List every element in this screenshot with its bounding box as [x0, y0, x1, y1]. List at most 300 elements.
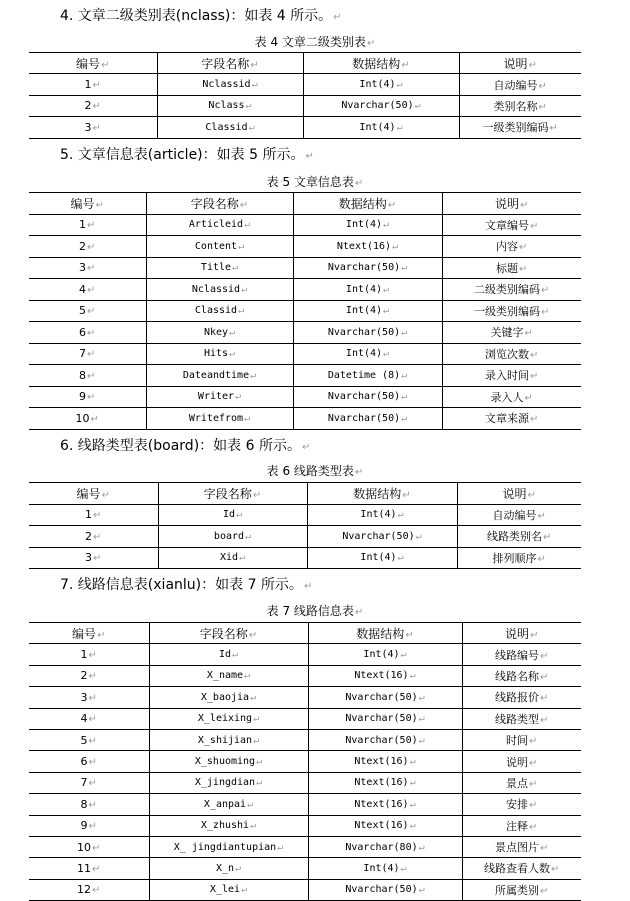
table-cell	[307, 504, 457, 526]
cell-text: Id	[222, 509, 235, 521]
cell-text: 9	[80, 819, 88, 833]
table-cell	[29, 257, 146, 279]
section-heading-6	[60, 437, 310, 457]
cell-text: 4	[80, 712, 88, 726]
cell-text: X_n	[215, 862, 235, 874]
table-cell	[462, 665, 581, 686]
cell-text: X_leixing	[197, 713, 253, 725]
cell-text: Nclassid	[191, 283, 241, 295]
cell-text: X_lei	[209, 884, 241, 896]
table-caption-text: 表 6 线路类型表	[266, 464, 354, 478]
cell-text: Classid	[205, 121, 248, 133]
paragraph-mark-icon: ↵	[333, 12, 342, 23]
table-row	[29, 772, 581, 793]
table-caption-4	[0, 34, 630, 52]
cell-text: 1	[80, 648, 88, 662]
paragraph-mark-icon: ↵	[400, 649, 407, 661]
paragraph-mark-icon: ↵	[87, 241, 96, 253]
table-cell	[442, 322, 581, 344]
cell-text: Int(4)	[359, 79, 396, 91]
cell-text: 安排	[506, 798, 529, 812]
cell-text: X_baojia	[200, 691, 250, 703]
table-cell	[308, 858, 462, 879]
table-cell	[293, 236, 442, 258]
paragraph-mark-icon: ↵	[401, 59, 410, 71]
table-row	[29, 751, 581, 772]
table-cell	[308, 815, 462, 836]
paragraph-mark-icon: ↵	[354, 467, 364, 478]
paragraph-mark-icon: ↵	[528, 59, 537, 71]
paragraph-mark-icon: ↵	[88, 799, 97, 811]
cell-text: Nvarchar(50)	[345, 734, 418, 746]
table-cell	[146, 257, 293, 279]
paragraph-mark-icon: ↵	[530, 220, 539, 232]
paragraph-mark-icon: ↵	[250, 691, 257, 703]
cell-text: X_jingdian	[194, 777, 256, 789]
cell-text: Nkey	[203, 326, 229, 338]
cell-text: 所属类别	[495, 883, 540, 897]
paragraph-mark-icon: ↵	[244, 412, 251, 424]
table-header-cell	[29, 483, 158, 505]
table-cell	[29, 858, 149, 879]
paragraph-mark-icon: ↵	[87, 349, 96, 361]
section-heading-text: 4. 文章二级类别表(nclass)：如表 4 所示。	[60, 8, 333, 24]
table-cell	[442, 300, 581, 322]
table-cell	[29, 504, 158, 526]
paragraph-mark-icon: ↵	[301, 442, 311, 453]
paragraph-mark-icon: ↵	[248, 629, 258, 641]
table-article	[29, 192, 581, 430]
paragraph-mark-icon: ↵	[248, 121, 255, 133]
paragraph-mark-icon: ↵	[549, 123, 558, 135]
table-cell	[146, 408, 293, 430]
cell-text: 12	[77, 883, 92, 897]
paragraph-mark-icon: ↵	[530, 629, 539, 641]
table-cell	[308, 879, 462, 900]
table-cell	[146, 300, 293, 322]
paragraph-mark-icon: ↵	[383, 305, 390, 317]
cell-text: 景点	[506, 776, 529, 790]
table-cell	[303, 117, 459, 138]
paragraph-mark-icon: ↵	[519, 242, 528, 254]
table-cell	[308, 687, 462, 708]
cell-text: 景点图片	[495, 841, 540, 855]
table-cell	[146, 386, 293, 408]
table-cell	[146, 279, 293, 301]
paragraph-mark-icon: ↵	[401, 326, 408, 338]
cell-text: 4	[79, 282, 87, 296]
paragraph-mark-icon: ↵	[401, 412, 408, 424]
paragraph-mark-icon: ↵	[519, 263, 528, 275]
cell-text: 内容	[496, 240, 519, 254]
paragraph-mark-icon: ↵	[401, 262, 408, 274]
table-cell	[149, 836, 308, 857]
cell-text: X_name	[206, 670, 244, 682]
cell-text: Nvarchar(50)	[345, 713, 418, 725]
section-heading-text: 5. 文章信息表(article)：如表 5 所示。	[60, 147, 305, 163]
cell-text: 5	[80, 733, 88, 747]
paragraph-mark-icon: ↵	[256, 756, 263, 768]
table-cell	[146, 343, 293, 365]
table-cell	[307, 526, 457, 548]
cell-text: 浏览次数	[485, 347, 530, 361]
cell-text: 说明	[505, 626, 530, 641]
cell-text: Int(4)	[359, 121, 396, 133]
cell-text: 数据结构	[352, 56, 401, 71]
cell-text: X_anpai	[203, 798, 247, 810]
table-header-cell	[459, 53, 581, 74]
paragraph-mark-icon: ↵	[239, 552, 246, 564]
table-xianlu	[29, 622, 581, 901]
paragraph-mark-icon: ↵	[238, 240, 245, 252]
table-cell	[29, 386, 146, 408]
paragraph-mark-icon: ↵	[92, 122, 101, 134]
cell-text: 7	[80, 776, 88, 790]
paragraph-mark-icon: ↵	[529, 800, 538, 812]
paragraph-mark-icon: ↵	[540, 650, 549, 662]
paragraph-mark-icon: ↵	[87, 263, 96, 275]
cell-text: 2	[79, 239, 87, 253]
table-row	[29, 257, 581, 279]
table-row	[29, 729, 581, 750]
table-row	[29, 708, 581, 729]
paragraph-mark-icon: ↵	[87, 392, 96, 404]
table-cell	[29, 836, 149, 857]
table-cell	[29, 408, 146, 430]
table-cell	[149, 729, 308, 750]
paragraph-mark-icon: ↵	[530, 371, 539, 383]
paragraph-mark-icon: ↵	[401, 391, 408, 403]
cell-text: 3	[85, 551, 93, 565]
cell-text: X_shijian	[197, 734, 253, 746]
cell-text: 说明	[502, 486, 527, 501]
table-caption-5	[0, 174, 630, 192]
paragraph-mark-icon: ↵	[87, 327, 96, 339]
table-cell	[149, 687, 308, 708]
cell-text: 关键字	[490, 326, 524, 340]
paragraph-mark-icon: ↵	[92, 863, 101, 875]
paragraph-mark-icon: ↵	[252, 489, 262, 501]
table-cell	[29, 665, 149, 686]
paragraph-mark-icon: ↵	[88, 714, 97, 726]
table-cell	[149, 665, 308, 686]
paragraph-mark-icon: ↵	[397, 552, 404, 564]
cell-text: 录入人	[490, 390, 524, 404]
paragraph-mark-icon: ↵	[88, 778, 97, 790]
cell-text: 字段名称	[201, 56, 250, 71]
table-cell	[29, 794, 149, 815]
paragraph-mark-icon: ↵	[414, 100, 421, 112]
paragraph-mark-icon: ↵	[538, 80, 547, 92]
table-row	[29, 504, 581, 526]
table-cell	[29, 547, 158, 569]
paragraph-mark-icon: ↵	[93, 553, 102, 565]
paragraph-mark-icon: ↵	[87, 220, 96, 232]
cell-text: 2	[85, 529, 93, 543]
table-cell	[146, 322, 293, 344]
table-row	[29, 117, 581, 138]
paragraph-mark-icon: ↵	[253, 713, 260, 725]
cell-text: Nvarchar(50)	[342, 530, 415, 542]
paragraph-mark-icon: ↵	[537, 553, 546, 565]
table-header-cell	[157, 53, 303, 74]
cell-text: 10	[75, 411, 90, 425]
cell-text: 11	[77, 861, 92, 875]
table-row	[29, 300, 581, 322]
section-heading-5	[60, 146, 314, 166]
table-caption-text: 表 7 线路信息表	[266, 604, 354, 618]
cell-text: Int(4)	[345, 305, 383, 317]
section-heading-text: 6. 线路类型表(board)：如表 6 所示。	[60, 438, 301, 454]
table-cell	[29, 117, 157, 138]
cell-text: Nvarchar(50)	[327, 326, 401, 338]
cell-text: board	[213, 530, 245, 542]
paragraph-mark-icon: ↵	[92, 80, 101, 92]
table-cell	[308, 772, 462, 793]
table-caption-7	[0, 603, 630, 621]
paragraph-mark-icon: ↵	[541, 285, 550, 297]
paragraph-mark-icon: ↵	[530, 414, 539, 426]
cell-text: 数据结构	[338, 196, 387, 211]
cell-text: Ntext(16)	[354, 756, 409, 768]
paragraph-mark-icon: ↵	[92, 842, 101, 854]
table-header-cell	[307, 483, 457, 505]
paragraph-mark-icon: ↵	[418, 691, 425, 703]
paragraph-mark-icon: ↵	[418, 884, 425, 896]
table-cell	[308, 708, 462, 729]
cell-text: 标题	[496, 261, 519, 275]
table-header-cell	[29, 53, 157, 74]
table-header-cell	[149, 623, 308, 644]
table-row	[29, 836, 581, 857]
paragraph-mark-icon: ↵	[235, 391, 242, 403]
paragraph-mark-icon: ↵	[520, 199, 529, 211]
table-cell	[462, 858, 581, 879]
paragraph-mark-icon: ↵	[392, 240, 399, 252]
table-cell	[303, 95, 459, 116]
paragraph-mark-icon: ↵	[277, 841, 284, 853]
cell-text: Nvarchar(50)	[327, 262, 401, 274]
table-cell	[462, 729, 581, 750]
paragraph-mark-icon: ↵	[244, 219, 251, 231]
cell-text: 说明	[503, 56, 528, 71]
table-cell	[149, 751, 308, 772]
paragraph-mark-icon: ↵	[354, 178, 364, 189]
paragraph-mark-icon: ↵	[247, 798, 254, 810]
section-heading-7	[60, 576, 312, 596]
paragraph-mark-icon: ↵	[540, 693, 549, 705]
table-cell	[462, 687, 581, 708]
table-cell	[158, 547, 307, 569]
paragraph-mark-icon: ↵	[245, 100, 252, 112]
cell-text: Nvarchar(50)	[327, 412, 401, 424]
table-cell	[29, 687, 149, 708]
paragraph-mark-icon: ↵	[245, 530, 252, 542]
table-cell	[29, 74, 157, 95]
paragraph-mark-icon: ↵	[409, 777, 416, 789]
paragraph-mark-icon: ↵	[538, 101, 547, 113]
paragraph-mark-icon: ↵	[101, 489, 110, 501]
paragraph-mark-icon: ↵	[250, 820, 257, 832]
table-header-cell	[457, 483, 581, 505]
table-board	[29, 482, 581, 569]
cell-text: 数据结构	[356, 626, 405, 641]
table-cell	[149, 794, 308, 815]
table-row	[29, 343, 581, 365]
table-header-cell	[158, 483, 307, 505]
paragraph-mark-icon: ↵	[239, 199, 249, 211]
cell-text: 9	[79, 390, 87, 404]
cell-text: 1	[79, 218, 87, 232]
cell-text: 6	[79, 325, 87, 339]
cell-text: 7	[79, 347, 87, 361]
paragraph-mark-icon: ↵	[87, 370, 96, 382]
table-cell	[462, 879, 581, 900]
paragraph-mark-icon: ↵	[88, 692, 97, 704]
table-cell	[29, 279, 146, 301]
cell-text: 字段名称	[199, 626, 248, 641]
paragraph-mark-icon: ↵	[405, 629, 414, 641]
cell-text: 3	[79, 261, 87, 275]
table-cell	[149, 772, 308, 793]
table-cell	[149, 879, 308, 900]
paragraph-mark-icon: ↵	[383, 219, 390, 231]
paragraph-mark-icon: ↵	[232, 649, 239, 661]
paragraph-mark-icon: ↵	[236, 509, 243, 521]
paragraph-mark-icon: ↵	[93, 510, 102, 522]
table-caption-text: 表 5 文章信息表	[266, 175, 354, 189]
table-cell	[29, 772, 149, 793]
table-cell	[442, 236, 581, 258]
table-cell	[442, 214, 581, 236]
table-cell	[462, 772, 581, 793]
table-row	[29, 408, 581, 430]
table-cell	[29, 322, 146, 344]
paragraph-mark-icon: ↵	[88, 821, 97, 833]
table-cell	[29, 879, 149, 900]
table-cell	[462, 644, 581, 665]
table-header-cell	[29, 193, 146, 215]
cell-text: 自动编号	[492, 508, 537, 522]
cell-text: Int(4)	[363, 862, 400, 874]
table-cell	[29, 526, 158, 548]
table-header-row	[29, 623, 581, 644]
paragraph-mark-icon: ↵	[524, 328, 533, 340]
cell-text: X_zhushi	[200, 820, 250, 832]
table-row	[29, 879, 581, 900]
paragraph-mark-icon: ↵	[101, 59, 110, 71]
paragraph-mark-icon: ↵	[524, 392, 533, 404]
table-cell	[146, 214, 293, 236]
cell-text: 线路报价	[495, 691, 540, 705]
table-row	[29, 794, 581, 815]
table-cell	[149, 708, 308, 729]
table-row	[29, 236, 581, 258]
paragraph-mark-icon: ↵	[383, 283, 390, 295]
cell-text: 2	[80, 669, 88, 683]
paragraph-mark-icon: ↵	[90, 413, 99, 425]
paragraph-mark-icon: ↵	[537, 510, 546, 522]
cell-text: 数据结构	[353, 486, 402, 501]
cell-text: 6	[80, 755, 88, 769]
cell-text: 类别名称	[493, 99, 538, 113]
paragraph-mark-icon: ↵	[229, 348, 236, 360]
table-row	[29, 644, 581, 665]
cell-text: 线路查看人数	[484, 862, 551, 876]
cell-text: 线路编号	[495, 648, 540, 662]
paragraph-mark-icon: ↵	[409, 798, 416, 810]
paragraph-mark-icon: ↵	[250, 59, 259, 71]
cell-text: 5	[79, 304, 87, 318]
table-cell	[442, 408, 581, 430]
table-row	[29, 74, 581, 95]
table-cell	[157, 95, 303, 116]
table-caption-6	[0, 463, 630, 481]
table-cell	[308, 836, 462, 857]
paragraph-mark-icon: ↵	[396, 121, 403, 133]
table-nclass	[29, 52, 581, 139]
paragraph-mark-icon: ↵	[418, 713, 425, 725]
table-header-cell	[442, 193, 581, 215]
paragraph-mark-icon: ↵	[396, 79, 403, 91]
table-row	[29, 365, 581, 387]
cell-text: Int(4)	[345, 283, 383, 295]
table-cell	[29, 214, 146, 236]
paragraph-mark-icon: ↵	[92, 885, 101, 897]
table-cell	[149, 858, 308, 879]
table-cell	[308, 729, 462, 750]
paragraph-mark-icon: ↵	[409, 756, 416, 768]
table-cell	[462, 708, 581, 729]
cell-text: Writer	[197, 391, 235, 403]
table-cell	[29, 95, 157, 116]
cell-text: Ntext(16)	[354, 670, 409, 682]
cell-text: Ntext(16)	[354, 777, 409, 789]
cell-text: 一级类别编码	[482, 121, 549, 135]
table-row	[29, 547, 581, 569]
table-cell	[442, 279, 581, 301]
paragraph-mark-icon: ↵	[303, 581, 313, 592]
table-cell	[462, 836, 581, 857]
table-header-cell	[462, 623, 581, 644]
table-cell	[459, 74, 581, 95]
table-cell	[308, 665, 462, 686]
paragraph-mark-icon: ↵	[540, 885, 549, 897]
paragraph-mark-icon: ↵	[415, 530, 422, 542]
table-row	[29, 665, 581, 686]
cell-text: Ntext(16)	[354, 798, 409, 810]
cell-text: 1	[84, 78, 92, 92]
paragraph-mark-icon: ↵	[401, 369, 408, 381]
cell-text: Nvarchar(50)	[345, 884, 418, 896]
table-header-row	[29, 483, 581, 505]
table-cell	[442, 343, 581, 365]
table-cell	[293, 365, 442, 387]
paragraph-mark-icon: ↵	[241, 884, 248, 896]
cell-text: 编号	[76, 486, 101, 501]
table-cell	[29, 365, 146, 387]
table-row	[29, 815, 581, 836]
cell-text: 字段名称	[190, 196, 239, 211]
table-cell	[459, 95, 581, 116]
cell-text: 字段名称	[203, 486, 252, 501]
paragraph-mark-icon: ↵	[232, 262, 239, 274]
table-cell	[293, 257, 442, 279]
table-cell	[29, 644, 149, 665]
table-cell	[29, 815, 149, 836]
table-cell	[157, 117, 303, 138]
paragraph-mark-icon: ↵	[402, 489, 411, 501]
